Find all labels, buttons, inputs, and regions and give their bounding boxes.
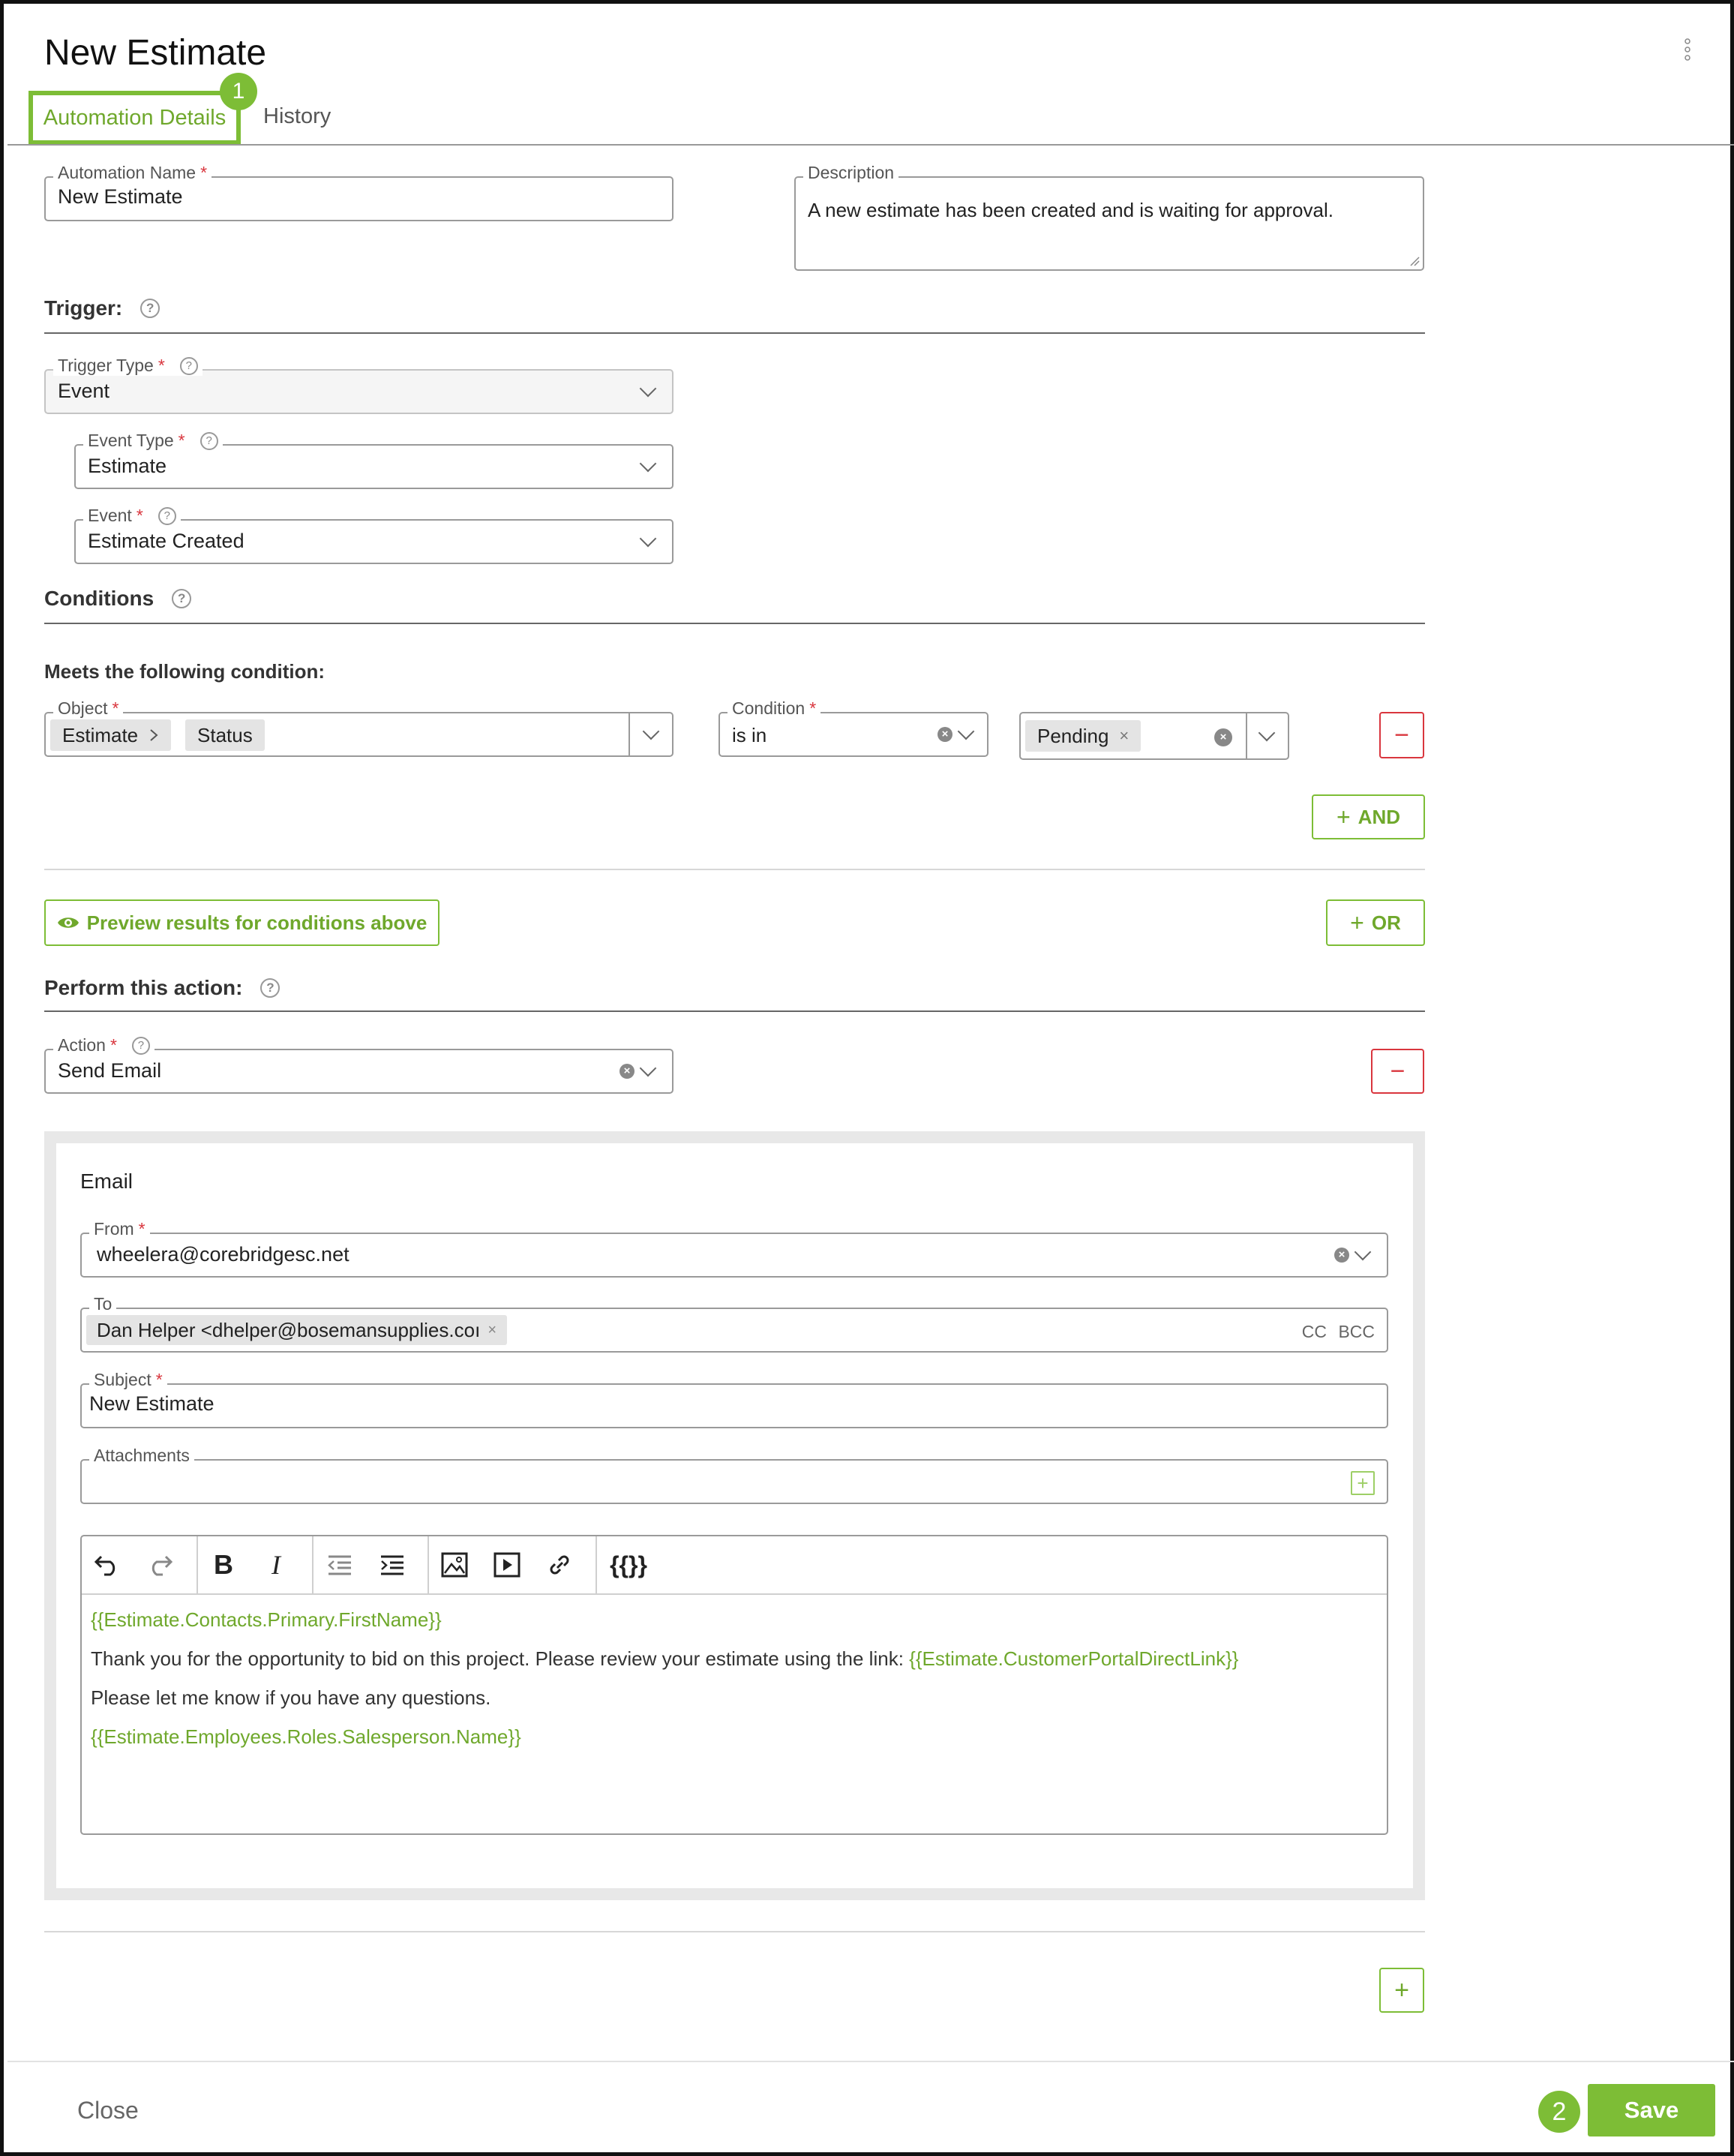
add-and-condition-button[interactable] <box>1312 794 1425 839</box>
event-help-icon[interactable]: ? <box>158 507 176 525</box>
condition-value: is in <box>732 724 767 746</box>
action-heading-text: Perform this action: <box>44 976 243 999</box>
body-line-2-text: Thank you for the opportunity to bid on this project. Please review your estimate using the link: <box>91 1647 910 1670</box>
and-label: AND <box>1358 805 1401 828</box>
editor-toolbar <box>82 1536 1387 1595</box>
plus-icon: + <box>1336 803 1351 830</box>
body-line-2 <box>91 1647 1238 1671</box>
email-heading: Email <box>80 1170 134 1193</box>
action-value: Send Email <box>58 1059 162 1082</box>
clear-icon[interactable]: × <box>938 727 952 742</box>
chevron-down-icon <box>640 530 657 548</box>
step-badge-2: 2 <box>1538 2091 1580 2133</box>
toolbar-group-insert <box>429 1536 597 1593</box>
attachments-label: Attachments <box>89 1446 194 1466</box>
automation-name-value: New Estimate <box>58 185 183 208</box>
object-select[interactable] <box>44 698 674 757</box>
from-label: From * <box>89 1219 150 1239</box>
add-attachment-icon[interactable]: + <box>1351 1471 1375 1495</box>
save-button[interactable]: Save <box>1588 2084 1715 2136</box>
body-token-portal-link: {{Estimate.CustomerPortalDirectLink}} <box>909 1647 1239 1670</box>
subject-label: Subject * <box>89 1370 167 1390</box>
eye-icon <box>57 914 80 931</box>
to-recipient-text: Dan Helper <dhelper@bosemansupplies.coı <box>97 1318 481 1341</box>
body-line-3: Please let me know if you have any questions. <box>91 1686 491 1709</box>
object-chip-estimate[interactable] <box>50 719 171 751</box>
cc-link[interactable]: CC <box>1301 1322 1327 1341</box>
event-value: Estimate Created <box>88 530 244 552</box>
select-divider <box>628 713 630 755</box>
subject-field[interactable] <box>80 1370 1388 1428</box>
value-chip-pending[interactable] <box>1025 720 1141 752</box>
action-divider <box>44 1010 1425 1012</box>
trigger-help-icon[interactable]: ? <box>140 299 160 318</box>
conditions-heading-text: Conditions <box>44 587 154 610</box>
chevron-down-icon[interactable] <box>958 723 975 740</box>
action-heading <box>44 976 280 1000</box>
tab-divider <box>8 144 1734 146</box>
trigger-type-help-icon[interactable]: ? <box>180 357 198 375</box>
tab-automation-details-label: Automation Details <box>43 105 226 130</box>
action-label: Action * ? <box>53 1035 154 1055</box>
clear-icon[interactable]: × <box>620 1064 634 1079</box>
footer-divider <box>8 2061 1734 2062</box>
condition-select[interactable] <box>718 698 988 757</box>
close-button[interactable]: Close <box>77 2097 139 2124</box>
resize-handle-icon[interactable] <box>1409 256 1420 266</box>
attachments-field[interactable] <box>80 1446 1388 1504</box>
toolbar-group-format <box>198 1536 314 1593</box>
insert-image-icon[interactable] <box>438 1548 471 1581</box>
add-action-button[interactable] <box>1379 1968 1424 2013</box>
insert-video-icon[interactable] <box>490 1548 524 1581</box>
bcc-link[interactable]: BCC <box>1338 1322 1375 1341</box>
remove-chip-icon[interactable]: × <box>1119 726 1130 745</box>
conditions-divider <box>44 623 1425 624</box>
remove-chip-icon[interactable]: × <box>488 1321 496 1338</box>
chevron-down-icon <box>640 455 657 473</box>
trigger-type-select[interactable] <box>44 356 674 414</box>
to-label: To <box>89 1294 116 1314</box>
trigger-divider <box>44 332 1425 334</box>
condition-label: Condition * <box>728 698 820 719</box>
action-select[interactable] <box>44 1035 674 1094</box>
object-label: Object * <box>53 698 123 719</box>
redo-icon[interactable] <box>143 1548 176 1581</box>
conditions-group-divider <box>44 869 1425 870</box>
event-type-value: Estimate <box>88 455 167 477</box>
description-label: Description <box>803 163 898 183</box>
object-chip-status-text: Status <box>197 723 253 746</box>
toolbar-group-history <box>82 1536 198 1593</box>
body-token-first-name: {{Estimate.Contacts.Primary.FirstName}} <box>91 1608 442 1631</box>
condition-value-select[interactable] <box>1019 712 1289 760</box>
plus-icon: + <box>1350 908 1364 936</box>
tab-automation-details[interactable] <box>28 91 241 145</box>
clear-icon[interactable]: × <box>1334 1248 1349 1263</box>
chevron-down-icon[interactable] <box>1258 725 1276 742</box>
chevron-down-icon <box>640 380 657 398</box>
conditions-help-icon[interactable]: ? <box>172 589 191 608</box>
trigger-heading <box>44 296 160 320</box>
action-type-help-icon[interactable]: ? <box>132 1037 150 1055</box>
tab-history[interactable]: History <box>263 104 332 128</box>
value-chip-pending-text: Pending <box>1037 724 1109 747</box>
italic-icon[interactable]: I <box>272 1550 280 1580</box>
to-field[interactable] <box>80 1294 1388 1353</box>
trigger-type-value: Event <box>58 380 110 402</box>
body-token-salesperson: {{Estimate.Employees.Roles.Salesperson.Name}} <box>91 1725 521 1748</box>
automation-name-field[interactable] <box>44 163 674 221</box>
select-divider <box>1246 713 1247 758</box>
chevron-right-icon <box>148 728 159 743</box>
more-options-icon[interactable] <box>1682 38 1693 61</box>
trigger-heading-text: Trigger: <box>44 296 123 320</box>
page-title: New Estimate <box>44 33 267 73</box>
chevron-down-icon[interactable] <box>640 1060 657 1077</box>
event-select[interactable] <box>74 506 674 564</box>
toolbar-group-indent <box>314 1536 429 1593</box>
event-type-select[interactable] <box>74 431 674 489</box>
event-label: Event * ? <box>83 506 181 526</box>
chevron-down-icon[interactable] <box>643 723 660 740</box>
object-chip-estimate-text: Estimate <box>62 723 139 746</box>
add-or-condition-button[interactable] <box>1326 899 1425 946</box>
plus-icon: + <box>1394 1975 1409 2004</box>
conditions-heading <box>44 587 191 611</box>
outdent-icon[interactable] <box>322 1548 356 1581</box>
insert-template-field-icon[interactable]: {{}} <box>610 1551 647 1578</box>
step-badge-1: 1 <box>220 73 257 110</box>
undo-icon[interactable] <box>91 1548 124 1581</box>
trigger-type-label: Trigger Type * ? <box>53 356 202 376</box>
automation-name-label: Automation Name * <box>53 163 212 183</box>
bold-icon[interactable]: B <box>214 1549 233 1580</box>
meets-condition-label: Meets the following condition: <box>44 660 326 683</box>
event-type-label: Event Type * ? <box>83 431 223 451</box>
action-help-icon[interactable]: ? <box>260 978 280 998</box>
chevron-down-icon[interactable] <box>1354 1244 1372 1261</box>
from-select[interactable] <box>80 1219 1388 1278</box>
remove-action-button[interactable]: − <box>1371 1049 1424 1094</box>
clear-icon[interactable]: × <box>1214 728 1232 746</box>
email-body-editor[interactable] <box>80 1535 1388 1835</box>
to-recipient-chip[interactable] <box>86 1315 507 1345</box>
remove-condition-button[interactable]: − <box>1379 712 1424 758</box>
toolbar-group-template <box>597 1536 664 1593</box>
object-chip-status[interactable] <box>185 719 265 751</box>
preview-results-button[interactable] <box>44 899 440 946</box>
insert-link-icon[interactable] <box>543 1548 576 1581</box>
subject-value: New Estimate <box>89 1392 214 1415</box>
actions-divider <box>44 1931 1425 1932</box>
preview-results-label: Preview results for conditions above <box>86 911 428 934</box>
indent-icon[interactable] <box>375 1548 408 1581</box>
or-label: OR <box>1371 911 1401 934</box>
description-value: A new estimate has been created and is waiting for approval. <box>808 199 1334 221</box>
from-value: wheelera@corebridgesc.net <box>97 1243 350 1266</box>
description-field[interactable] <box>794 163 1424 271</box>
event-type-help-icon[interactable]: ? <box>200 432 218 450</box>
